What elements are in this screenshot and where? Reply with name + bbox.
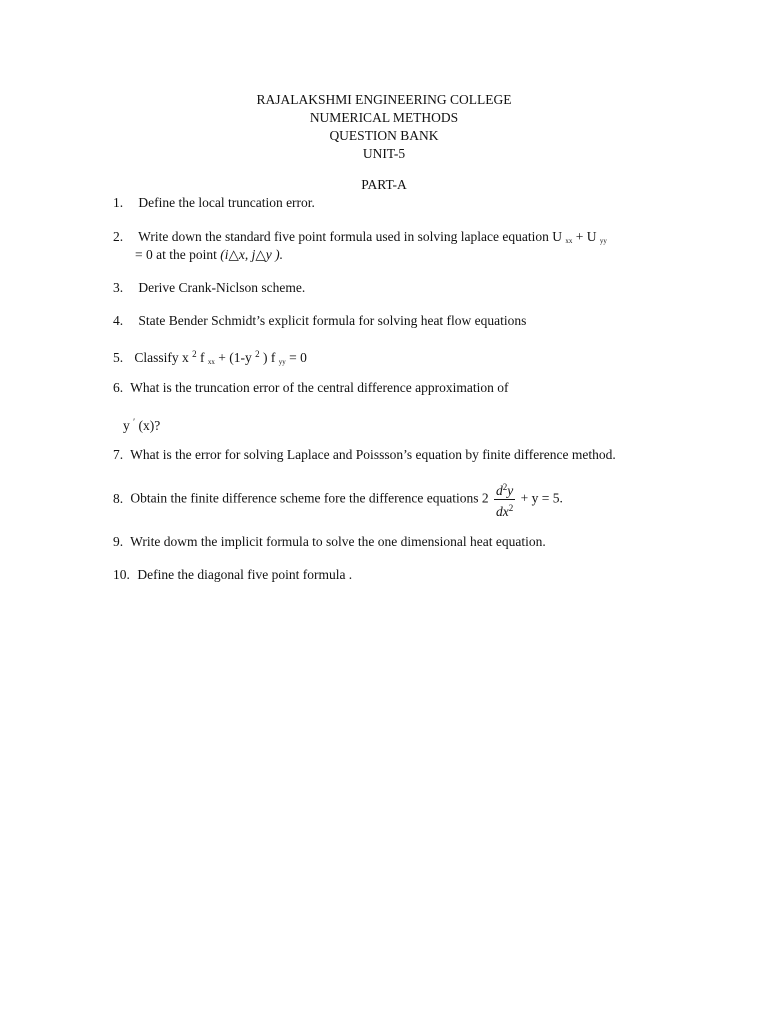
question-number: 4. xyxy=(113,313,124,328)
question-number: 3. xyxy=(113,280,124,295)
question-8 xyxy=(113,479,563,520)
document-header xyxy=(0,91,768,163)
fraction-denominator: $dx^2$ xyxy=(495,503,514,519)
question-number: 5. xyxy=(113,350,124,365)
question-text: What is the error for solving Laplace and Poissson’s equation by finite difference method. xyxy=(130,447,616,462)
plus-term: + U xyxy=(575,229,597,244)
question-text: = 0 xyxy=(289,350,307,365)
question-text: + y = 5. xyxy=(520,490,563,506)
subscript-yy: yy xyxy=(278,358,286,366)
unit-label: UNIT-5 xyxy=(362,146,406,161)
question-text: Derive Crank-Niclson scheme. xyxy=(138,280,306,295)
question-3 xyxy=(113,279,305,297)
question-text: Obtain the finite difference scheme fore the difference equations 2 xyxy=(130,490,489,506)
question-number: 6. xyxy=(113,380,124,395)
question-number: 2. xyxy=(113,229,124,244)
question-text: Define the local truncation error. xyxy=(138,195,315,210)
superscript-2: 2 xyxy=(192,349,197,359)
subscript-xx: xx xyxy=(207,358,215,366)
question-text: Classify x xyxy=(134,350,189,365)
question-text: + (1-y xyxy=(218,350,252,365)
question-6 xyxy=(113,379,508,397)
question-text: ) f xyxy=(263,350,276,365)
question-10 xyxy=(113,566,352,584)
question-1 xyxy=(113,194,315,212)
second-derivative-fraction xyxy=(494,479,515,520)
question-number: 1. xyxy=(113,195,124,210)
question-5 xyxy=(113,345,307,371)
document-type: QUESTION BANK xyxy=(329,128,439,143)
question-text: Write dowm the implicit formula to solve the one dimensional heat equation. xyxy=(130,534,546,549)
question-6-continuation xyxy=(123,413,160,435)
part-heading: PART-A xyxy=(361,177,407,192)
question-number: 9. xyxy=(113,534,124,549)
grid-point: (i△x, j△y ). xyxy=(220,247,283,262)
subject-title: NUMERICAL METHODS xyxy=(309,110,459,125)
superscript-2: 2 xyxy=(255,349,260,359)
question-text: What is the truncation error of the central difference approximation of xyxy=(130,380,509,395)
question-number: 7. xyxy=(113,447,124,462)
question-9 xyxy=(113,533,546,551)
question-text: Define the diagonal five point formula . xyxy=(137,567,353,582)
question-7 xyxy=(113,446,616,464)
question-2-continuation xyxy=(135,246,283,264)
subscript-xx: xx xyxy=(565,237,573,245)
question-4 xyxy=(113,312,526,330)
question-text: State Bender Schmidt’s explicit formula for solving heat flow equations xyxy=(138,313,527,328)
question-text: y xyxy=(123,418,130,433)
college-name: RAJALAKSHMI ENGINEERING COLLEGE xyxy=(256,92,512,107)
fraction-numerator: $d^2y$ xyxy=(494,479,515,500)
prime-mark: ′ xyxy=(133,417,136,427)
question-text: (x)? xyxy=(138,418,161,433)
subscript-yy: yy xyxy=(599,237,607,245)
question-text: f xyxy=(200,350,205,365)
question-number: 8. xyxy=(113,490,124,506)
question-text: Write down the standard five point formula used in solving laplace equation U xyxy=(138,229,562,244)
question-text: = 0 at the point xyxy=(135,247,217,262)
question-number: 10. xyxy=(113,567,130,582)
